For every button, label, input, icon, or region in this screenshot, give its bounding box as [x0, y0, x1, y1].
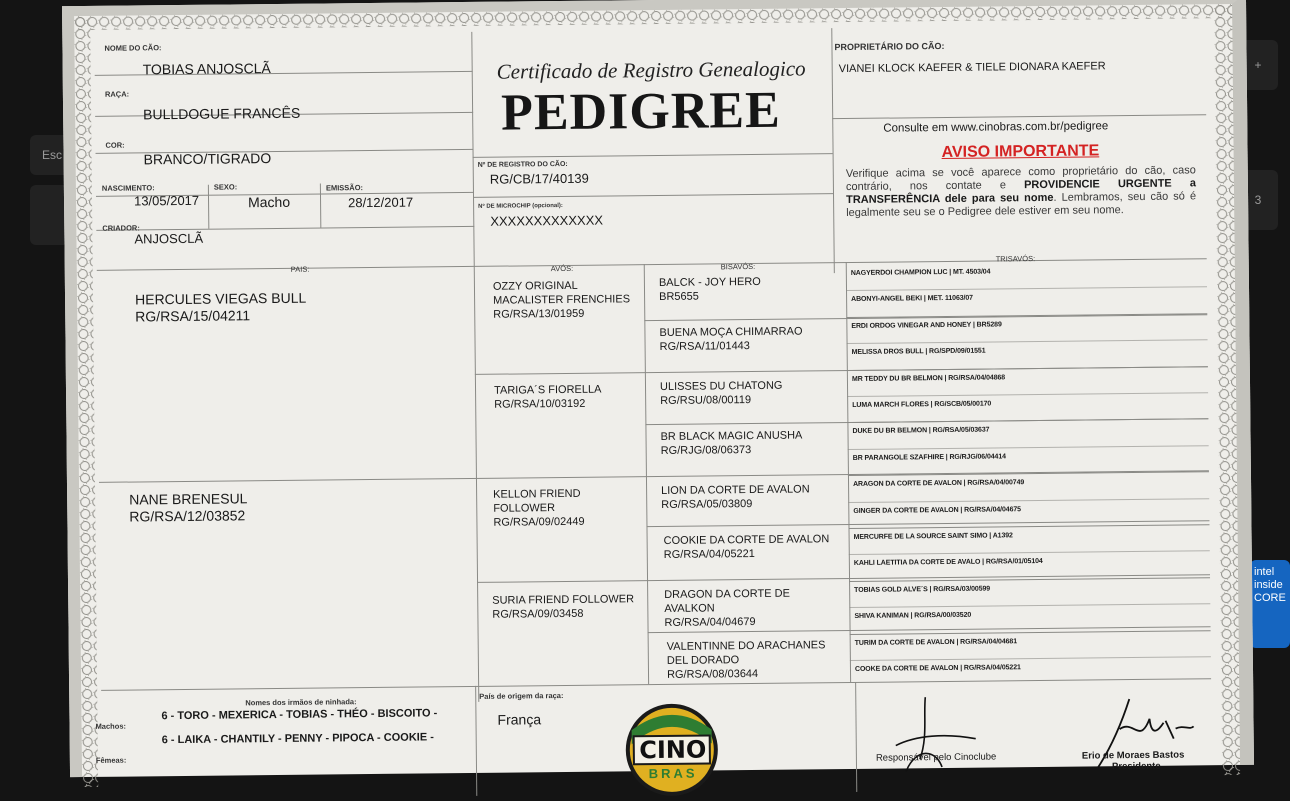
dog-birth: 13/05/2017: [133, 192, 200, 209]
great-great-grandparent-11: MERCURFE DE LA SOURCE SAINT SIMO | A1392: [853, 532, 1013, 541]
great-great-grandparent-8: BR PARANGOLE SZAFHIRE | RG/RJG/06/04414: [852, 453, 1006, 462]
great-grandparent-1: BALCK - JOY HERO BR5655: [658, 275, 761, 303]
great-grandparent-2: BUENA MOÇA CHIMARRAO RG/RSA/11/01443: [659, 325, 803, 353]
great-great-grandparent-13: TOBIAS GOLD ALVE´S | RG/RSA/03/00599: [854, 585, 991, 594]
logo-text-top: CINO: [639, 735, 707, 765]
great-great-grandparent-5: MR TEDDY DU BR BELMON | RG/RSA/04/04868: [851, 373, 1006, 383]
important-notice-text: Verifique acima se você aparece como proprietário do cão, caso contrário, nos contate e PROVIDENCIE URGENTE a TRANSFERÊNCIA dele para seu nome. Lembramos, seu cão só é legalmente seu se o Pedigree dele estiver em seu nome.: [845, 164, 1197, 220]
header-great-grandparents: BISAVÓS:: [720, 261, 756, 272]
header-parents: PAIS:: [290, 264, 310, 274]
breed-label: RAÇA:: [104, 89, 130, 99]
consult-url: Consulte em www.cinobras.com.br/pedigree: [883, 120, 1109, 135]
dog-breeder: ANJOSCLÃ: [134, 230, 204, 247]
signature-right-name: Erio de Moraes Bastos: [1081, 749, 1185, 762]
issue-label: EMISSÃO:: [325, 183, 364, 193]
great-grandparent-5: LION DA CORTE DE AVALON RG/RSA/05/03809: [661, 483, 810, 511]
cinobras-logo: [619, 699, 724, 790]
color-label: COR:: [105, 140, 125, 150]
parent-sire: HERCULES VIEGAS BULL RG/RSA/15/04211: [134, 289, 307, 325]
signature-left-caption: Responsável pelo Cinoclube: [875, 751, 997, 764]
dog-color: BRANCO/TIGRADO: [143, 150, 272, 168]
owner-label: PROPRIETÁRIO DO CÃO:: [834, 40, 945, 53]
name-label: NOME DO CÃO:: [104, 43, 162, 53]
great-grandparent-4: BR BLACK MAGIC ANUSHA RG/RJG/08/06373: [660, 429, 803, 457]
great-great-grandparent-1: NAGYERDOI CHAMPION LUC | MT. 4503/04: [850, 268, 991, 277]
dog-sex: Macho: [247, 193, 291, 211]
grandparent-2: TARIGA´S FIORELLA RG/RSA/10/03192: [493, 383, 602, 411]
great-great-grandparent-9: ARAGON DA CORTE DE AVALON | RG/RSA/04/00749: [853, 479, 1025, 489]
great-great-grandparent-15: TURIM DA CORTE DE AVALON | RG/RSA/04/04681: [854, 637, 1018, 647]
signature-right-role: Presidente: [1111, 760, 1161, 773]
dog-chip: XXXXXXXXXXXXX: [490, 212, 604, 229]
keyboard-key-plus: +: [1238, 40, 1278, 90]
sex-label: SEXO:: [213, 182, 238, 192]
great-great-grandparent-10: GINGER DA CORTE DE AVALON | RG/RSA/04/04675: [853, 505, 1021, 515]
great-great-grandparent-7: DUKE DU BR BELMON | RG/RSA/05/03637: [852, 426, 990, 436]
great-great-grandparent-14: SHIVA KANIMAN | RG/RSA/00/03520: [854, 611, 972, 621]
great-great-grandparent-3: ERDI ORDOG VINEGAR AND HONEY | BR5289: [851, 321, 1002, 330]
intel-sticker: intel inside CORE: [1250, 560, 1290, 648]
great-grandparent-6: COOKIE DA CORTE DE AVALON RG/RSA/04/05221: [663, 533, 830, 561]
birth-label: NASCIMENTO:: [101, 183, 155, 193]
important-notice-title: AVISO IMPORTANTE: [941, 142, 1100, 162]
origin-label: País de origem da raça:: [479, 691, 564, 701]
dog-issue: 28/12/2017: [347, 194, 414, 211]
great-great-grandparent-2: ABONYI-ANGEL BEKI | MET. 11063/07: [851, 295, 974, 304]
dog-reg: RG/CB/17/40139: [489, 170, 589, 187]
header-grandparents: AVÓS:: [550, 263, 574, 274]
breeder-label: CRIADOR:: [102, 223, 140, 233]
pedigree-certificate: [62, 0, 1254, 782]
great-great-grandparent-6: LUMA MARCH FLORES | RG/SCB/05/00170: [852, 400, 992, 409]
litter-label: Nomes dos irmãos de ninhada:: [245, 697, 357, 708]
keyboard-key-3: 3: [1238, 170, 1278, 230]
grandparent-1: OZZY ORIGINAL MACALISTER FRENCHIES RG/RSA/13/01959: [492, 279, 631, 321]
certificate-subtitle: Certificado de Registro Genealogico: [496, 56, 806, 84]
great-grandparent-3: ULISSES DU CHATONG RG/RSU/08/00119: [659, 379, 783, 407]
great-great-grandparent-12: KAHLI LAETITIA DA CORTE DE AVALO | RG/RSA/01/05104: [853, 558, 1043, 568]
males-label: Machos:: [95, 721, 127, 731]
dog-breed: BULLDOGUE FRANCÊS: [143, 104, 301, 123]
origin-value: França: [497, 711, 542, 728]
certificate-title: PEDIGREE: [500, 81, 782, 142]
dog-name: TOBIAS ANJOSCLÃ: [142, 60, 271, 78]
reg-label: Nº DE REGISTRO DO CÃO:: [477, 160, 568, 169]
parent-dam: NANE BRENESUL RG/RSA/12/03852: [129, 490, 248, 525]
grandparent-3: KELLON FRIEND FOLLOWER RG/RSA/09/02449: [493, 487, 585, 529]
owner-name: VIANEI KLOCK KAEFER & TIELE DIONARA KAEFER: [838, 60, 1106, 76]
great-grandparent-7: DRAGON DA CORTE DE AVALKON RG/RSA/04/04679: [664, 587, 790, 629]
grandparent-4: SURIA FRIEND FOLLOWER RG/RSA/09/03458: [492, 593, 635, 621]
great-grandparent-8: VALENTINNE DO ARACHANES DEL DORADO RG/RSA/08/03644: [666, 639, 826, 681]
litter-females: 6 - LAIKA - CHANTILY - PENNY - PIPOCA - COOKIE -: [161, 731, 434, 747]
chip-label: Nº DE MICROCHIP (opcional):: [478, 202, 563, 210]
header-great-great: TRISAVÓS:: [995, 254, 1036, 264]
great-great-grandparent-4: MELISSA DROS BULL | RG/SPD/09/01551: [851, 347, 986, 357]
certificate-body: [88, 14, 1226, 782]
females-label: Fêmeas:: [95, 755, 127, 765]
litter-males: 6 - TORO - MEXERICA - TOBIAS - THÉO - BISCOITO -: [161, 707, 438, 723]
great-great-grandparent-16: COOKE DA CORTE DE AVALON | RG/RSA/04/05221: [854, 664, 1021, 673]
logo-text-bottom: BRAS: [648, 765, 698, 782]
keyboard-key-esc: Esc: [30, 135, 74, 175]
